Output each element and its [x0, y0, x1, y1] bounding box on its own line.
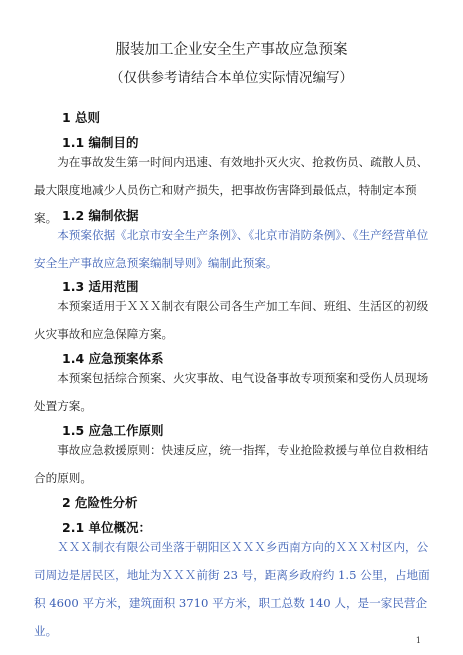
section-paragraph: 本预案依据《北京市安全生产条例》、《北京市消防条例》、《生产经营单位安全生产事故应急预案编制导则》编制此预案。: [34, 228, 429, 270]
document-title: 服装加工企业安全生产事故应急预案: [115, 42, 348, 58]
page-number: 1: [415, 636, 421, 645]
section-heading: 1.3 适用范围: [62, 279, 139, 294]
document-subtitle: （仅供参考请结合本单位实际情况编写）: [110, 70, 353, 86]
section-heading: 1 总则: [62, 110, 101, 125]
section-paragraph: 本预案适用于ＸＸＸ制衣有限公司各生产加工车间、班组、生活区的初级火灾事故和应急保障方案。: [34, 299, 429, 341]
section-heading: 1.5 应急工作原则: [62, 423, 164, 438]
section-paragraph: 为在事故发生第一时间内迅速、有效地扑灭火灾、抢救伤员、疏散人员、最大限度地减少人员伤亡和财产损失，把事故伤害降到最低点，特制定本预案。: [34, 155, 429, 225]
section-heading: 1.2 编制依据: [62, 208, 139, 223]
section-paragraph: ＸＸＸ制衣有限公司坐落于朝阳区ＸＸＸ乡西南方向的ＸＸＸ村区内，公司周边是居民区，地址为ＸＸＸ前街 23 号，距离乡政府约 1.5 公里，占地面积 4600 平方米，建筑面积 3710 平方米，职工总数 140 人，是一家民营企业。: [34, 540, 430, 638]
section-heading: 1.1 编制目的: [62, 135, 139, 150]
section-heading: 1.4 应急预案体系: [62, 351, 164, 366]
section-heading: 2 危险性分析: [62, 495, 138, 510]
section-paragraph: 事故应急救援原则：快速反应，统一指挥，专业抢险救援与单位自救相结合的原则。: [34, 443, 429, 485]
section-heading: 2.1 单位概况：: [62, 520, 151, 535]
section-paragraph: 本预案包括综合预案、火灾事故、电气设备事故专项预案和受伤人员现场处置方案。: [34, 371, 429, 413]
